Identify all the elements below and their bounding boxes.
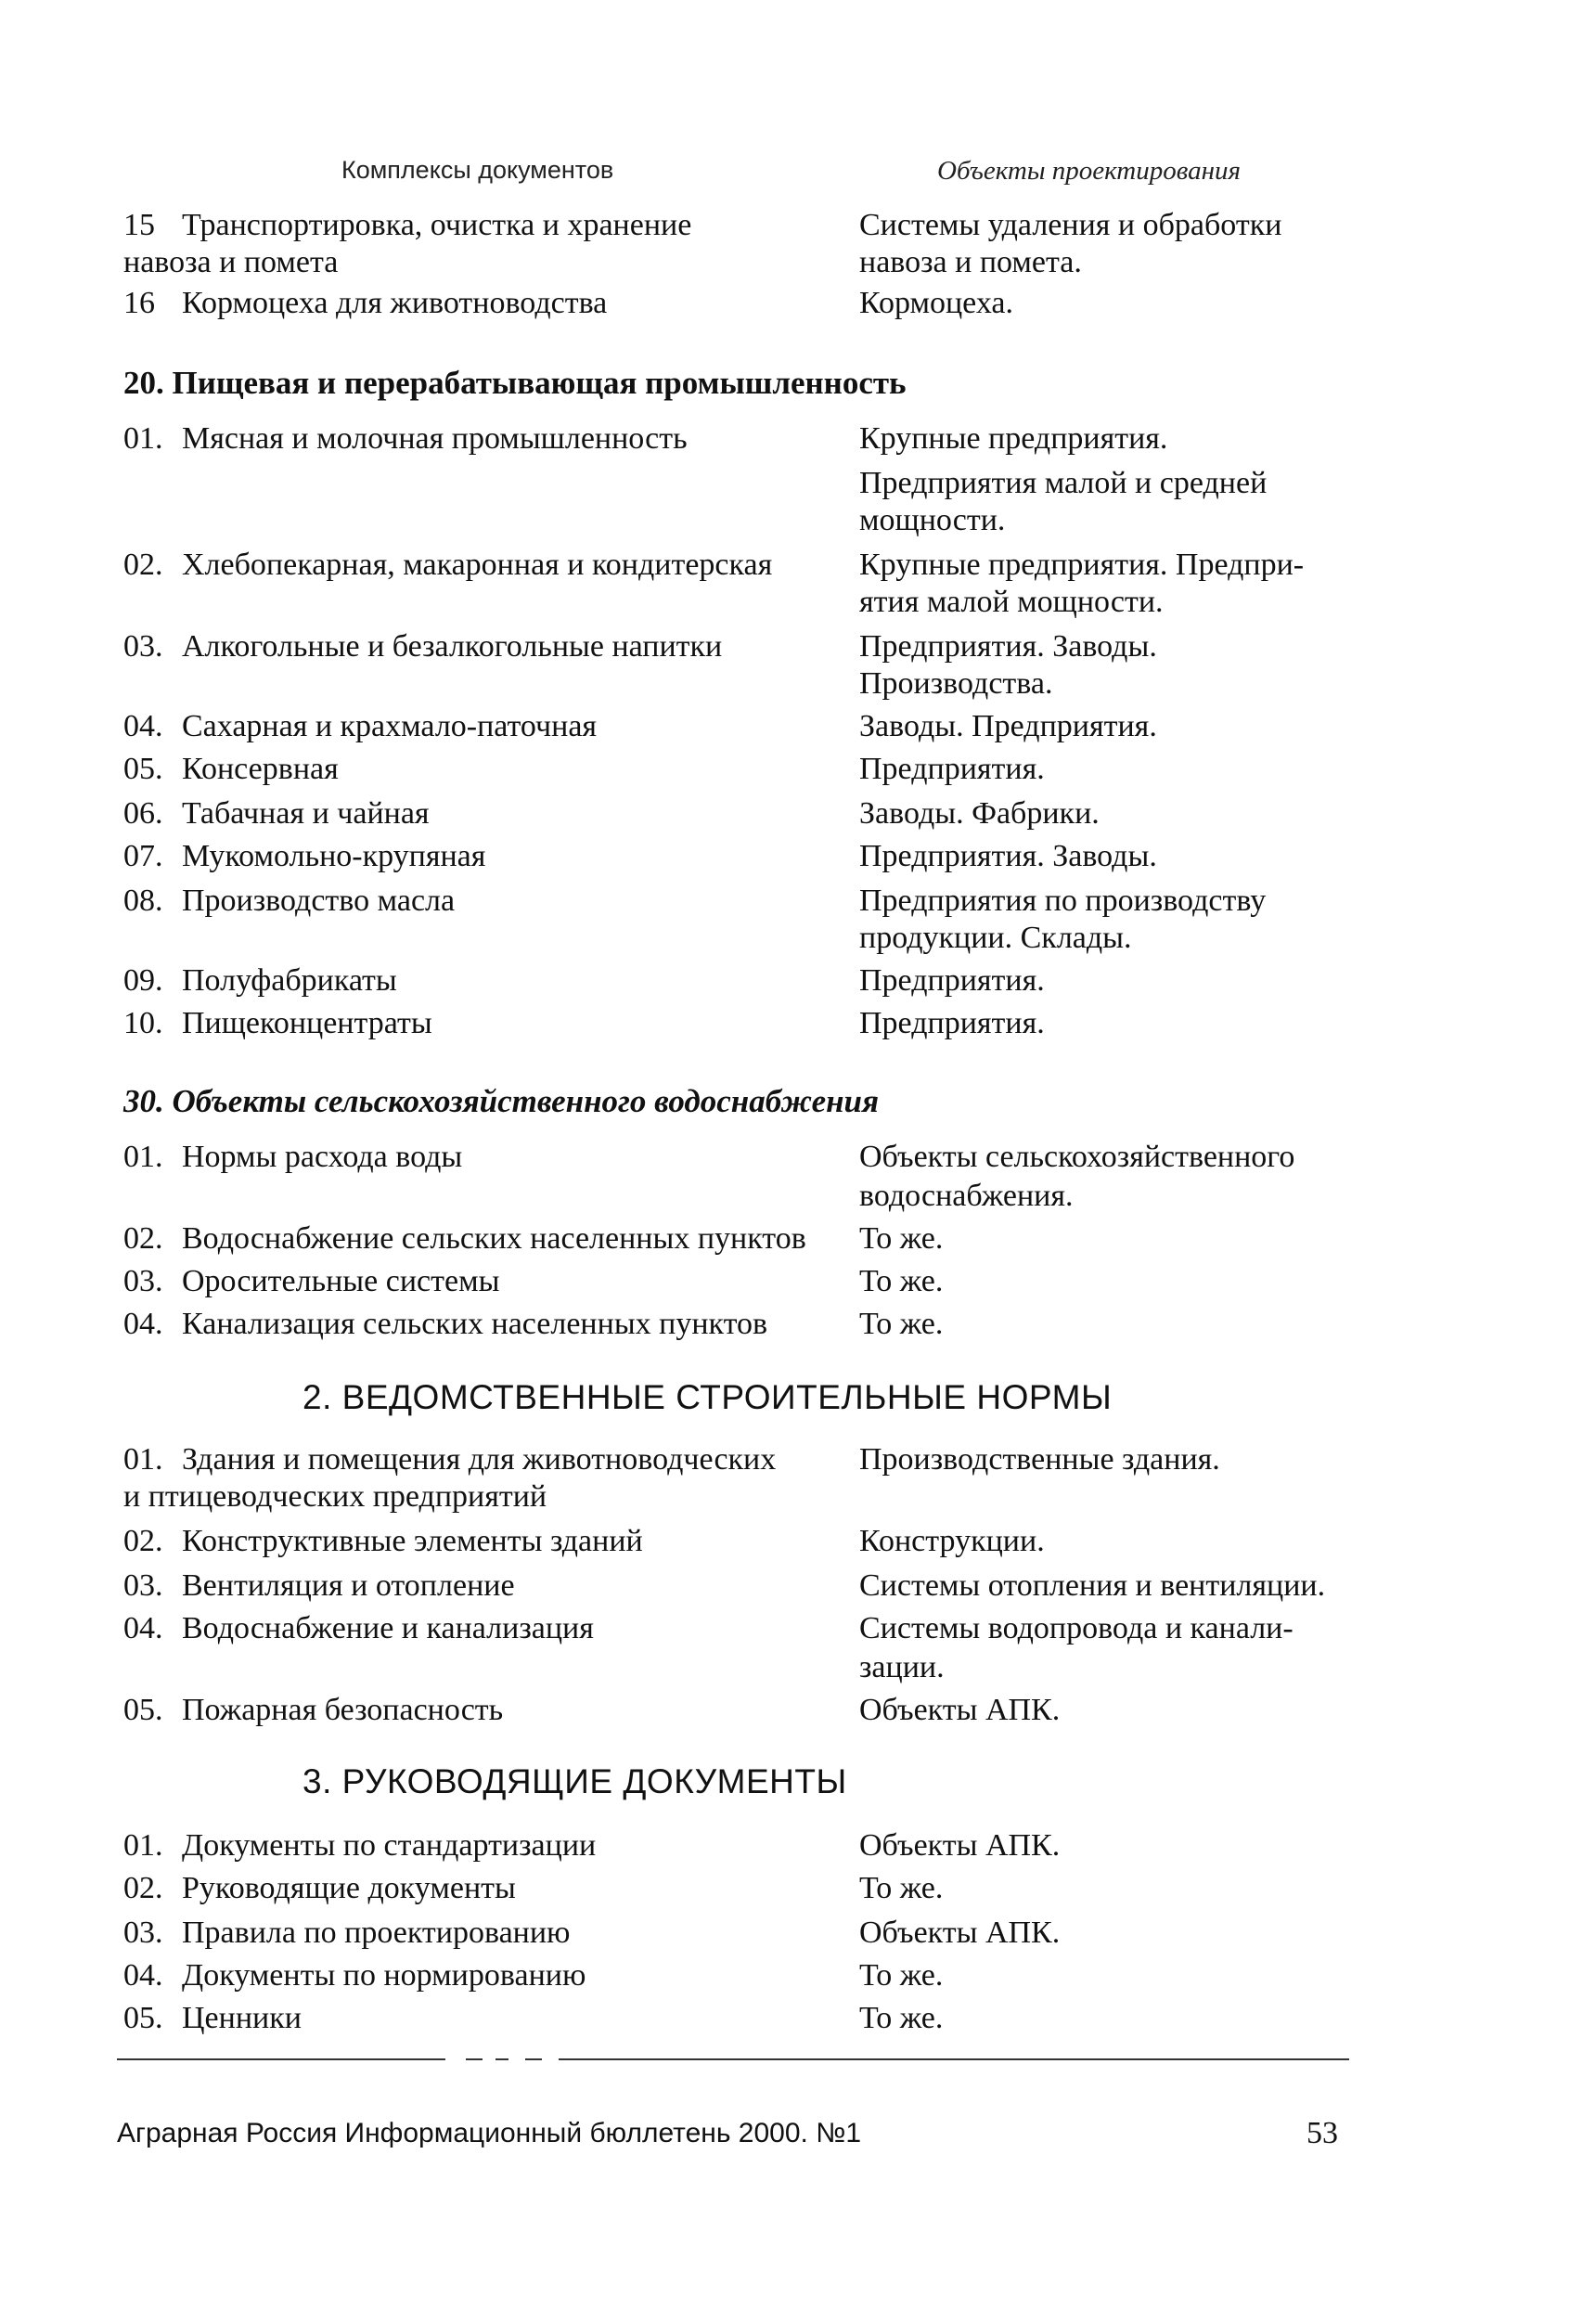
item-title: Канализация сельских населенных пунктов <box>182 1307 768 1341</box>
item-object: Крупные предприятия. Предпри- <box>859 548 1305 582</box>
item-title: Здания и помещения для животноводческих <box>182 1442 777 1477</box>
item-number: 08. <box>123 884 163 918</box>
item-number: 09. <box>123 963 163 998</box>
item-number: 05. <box>123 2001 163 2035</box>
item-title: Водоснабжение сельских населенных пунктов <box>182 1221 806 1256</box>
item-object: Предприятия. <box>859 1006 1045 1040</box>
item-title: Руководящие документы <box>182 1871 516 1905</box>
item-number: 03. <box>123 1568 163 1603</box>
item-title: Мясная и молочная промышленность <box>182 421 688 456</box>
item-number: 04. <box>123 709 163 743</box>
item-object: Предприятия. Заводы. <box>859 629 1157 664</box>
item-number: 03. <box>123 1264 163 1298</box>
item-title: Хлебопекарная, макаронная и кондитерская <box>182 548 773 582</box>
part-heading-3: 3. РУКОВОДЯЩИЕ ДОКУМЕНТЫ <box>302 1762 847 1800</box>
item-number: 02. <box>123 548 163 582</box>
item-object: Предприятия. <box>859 752 1045 786</box>
item-object: Объекты АПК. <box>859 1828 1061 1863</box>
item-number: 05. <box>123 1693 163 1727</box>
item-object-cont: водоснабжения. <box>859 1179 1074 1213</box>
item-object: Объекты АПК. <box>859 1916 1061 1950</box>
item-object: Системы удаления и обработки <box>859 208 1282 242</box>
divider-gap <box>483 2055 496 2062</box>
item-number: 04. <box>123 1611 163 1645</box>
item-object-cont: продукции. Склады. <box>859 921 1132 955</box>
item-number: 04. <box>123 1307 163 1341</box>
item-title: Пожарная безопасность <box>182 1693 504 1727</box>
item-object: То же. <box>859 2001 944 2035</box>
item-title: Пищеконцентраты <box>182 1006 432 1040</box>
part-heading-2: 2. ВЕДОМСТВЕННЫЕ СТРОИТЕЛЬНЫЕ НОРМЫ <box>302 1378 1113 1416</box>
item-object: Заводы. Предприятия. <box>859 709 1157 743</box>
footer-publication: Аграрная Россия Информационный бюллетень 2000. №1 <box>117 2118 862 2148</box>
item-object: То же. <box>859 1264 944 1298</box>
item-object-cont: Производства. <box>859 666 1053 701</box>
item-number: 04. <box>123 1958 163 1993</box>
item-title: Табачная и чайная <box>182 796 430 831</box>
item-title: Транспортировка, очистка и хранение <box>182 208 692 242</box>
item-number: 02. <box>123 1221 163 1256</box>
item-object: То же. <box>859 1958 944 1993</box>
item-number: 06. <box>123 796 163 831</box>
item-object: Заводы. Фабрики. <box>859 796 1100 831</box>
footer-divider <box>117 2058 1349 2060</box>
item-number: 01. <box>123 1442 163 1477</box>
item-object: То же. <box>859 1221 944 1256</box>
item-number: 02. <box>123 1871 163 1905</box>
item-number: 01. <box>123 421 163 456</box>
item-object: Конструкции. <box>859 1524 1045 1558</box>
item-title: Мукомольно-крупяная <box>182 839 486 873</box>
item-object: Кормоцеха. <box>859 286 1013 320</box>
item-number: 16 <box>123 286 155 320</box>
item-title: Вентиляция и отопление <box>182 1568 515 1603</box>
item-number: 03. <box>123 1916 163 1950</box>
divider-gap <box>508 2055 525 2062</box>
item-object: Объекты АПК. <box>859 1693 1061 1727</box>
item-object: Системы водопровода и канали- <box>859 1611 1294 1645</box>
item-title: Конструктивные элементы зданий <box>182 1524 643 1558</box>
item-number: 07. <box>123 839 163 873</box>
item-object-cont: навоза и помета. <box>859 245 1082 279</box>
item-title: Нормы расхода воды <box>182 1140 463 1174</box>
item-title: Кормоцеха для животноводства <box>182 286 608 320</box>
item-title: Полуфабрикаты <box>182 963 397 998</box>
item-object-cont: зации. <box>859 1650 945 1684</box>
divider-gap <box>445 2055 466 2062</box>
item-object: То же. <box>859 1871 944 1905</box>
divider-gap <box>542 2055 559 2062</box>
item-object: Предприятия по производству <box>859 884 1267 918</box>
item-object: Предприятия. Заводы. <box>859 839 1157 873</box>
item-title: Документы по нормированию <box>182 1958 586 1993</box>
item-number: 10. <box>123 1006 163 1040</box>
item-title: Документы по стандартизации <box>182 1828 597 1863</box>
column-header-objects: Объекты проектирования <box>937 156 1242 186</box>
item-title: Производство масла <box>182 884 456 918</box>
item-number: 05. <box>123 752 163 786</box>
item-title-cont: и птицеводческих предприятий <box>123 1479 547 1514</box>
item-object: Системы отопления и вентиляции. <box>859 1568 1326 1603</box>
item-object: Крупные предприятия. <box>859 421 1168 456</box>
item-object: Предприятия. <box>859 963 1045 998</box>
item-title: Сахарная и крахмало-паточная <box>182 709 598 743</box>
item-number: 01. <box>123 1140 163 1174</box>
item-title-cont: навоза и помета <box>123 245 339 279</box>
item-title: Оросительные системы <box>182 1264 500 1298</box>
item-title: Консервная <box>182 752 339 786</box>
section-heading-30: 30. Объекты сельскохозяйственного водоснабжения <box>123 1083 880 1119</box>
item-number: 03. <box>123 629 163 664</box>
item-title: Ценники <box>182 2001 302 2035</box>
page-number: 53 <box>1306 2116 1338 2150</box>
column-header-documents: Комплексы документов <box>341 156 614 184</box>
item-object: Объекты сельскохозяйственного <box>859 1140 1295 1174</box>
item-title: Водоснабжение и канализация <box>182 1611 594 1645</box>
item-object-cont: мощности. <box>859 503 1006 537</box>
item-number: 15 <box>123 208 155 242</box>
item-object: То же. <box>859 1307 944 1341</box>
item-object-cont: ятия малой мощности. <box>859 585 1164 619</box>
item-number: 01. <box>123 1828 163 1863</box>
item-title: Правила по проектированию <box>182 1916 571 1950</box>
section-heading-20: 20. Пищевая и перерабатывающая промышленность <box>123 365 907 401</box>
item-title: Алкогольные и безалкогольные напитки <box>182 629 723 664</box>
item-object-cont: Предприятия малой и средней <box>859 466 1268 500</box>
item-number: 02. <box>123 1524 163 1558</box>
item-object: Производственные здания. <box>859 1442 1220 1477</box>
